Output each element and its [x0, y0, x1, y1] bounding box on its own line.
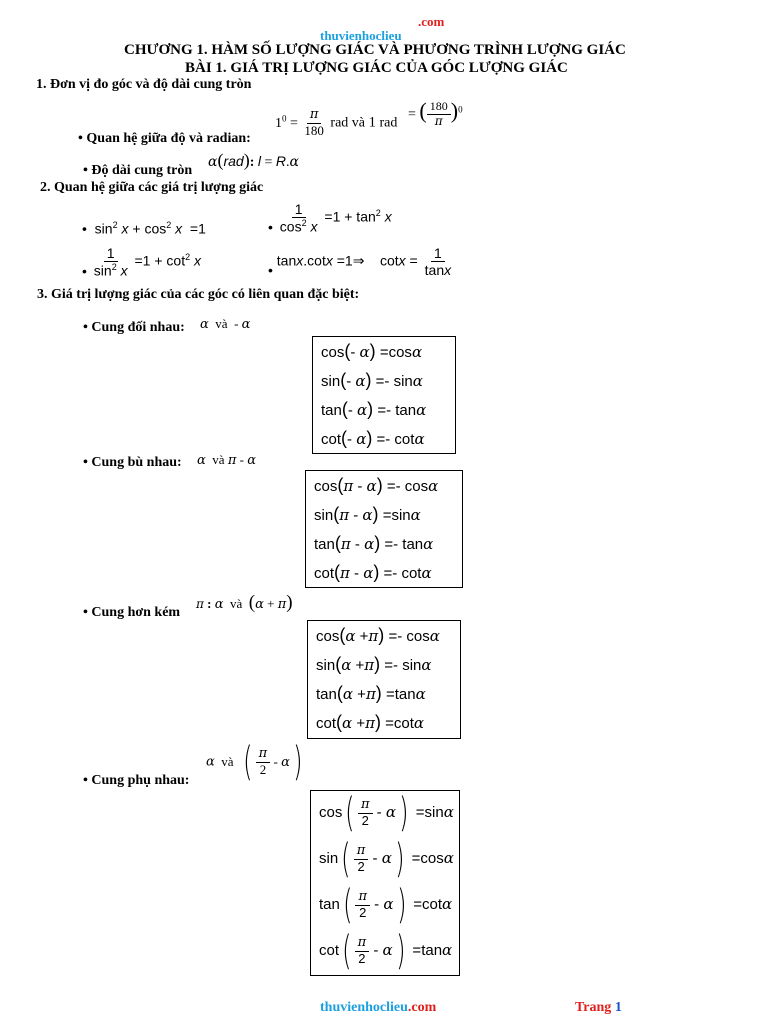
rad-to-degree-formula: = ( $\frac{180}{\pi}$ )$^0$ — [408, 98, 463, 129]
footer-site-suffix: .com — [407, 1000, 437, 1015]
page-number — [575, 1000, 622, 1016]
rad-unit-1: rad — [330, 115, 349, 131]
chapter-title: CHƯƠNG 1. HÀM SỐ LƯỢNG GIÁC VÀ PHƯƠNG TRÌNH LƯỢNG GIÁC — [124, 42, 626, 58]
opposite-angles-box: cos(- α) =cosα sin(- α) =- sinα tan(- α) =- tanα cot(- α) =- cotα — [312, 336, 456, 454]
opposite-angles-label: • Cung đối nhau: — [83, 320, 185, 335]
supplementary-angles-pair: α và π - α — [197, 452, 256, 468]
page-num: 1 — [614, 1000, 622, 1015]
sec-identity: • $\frac{1}{\cos^2 x}$ $=1 + \tan^2 x$ — [268, 201, 392, 235]
header-site-name: thuvienhoclieu — [320, 28, 402, 43]
tan-cot-identity: • tanx.cotx =1⇒ cotx = $\frac{1}{\tan x}$ — [268, 245, 452, 279]
section-2-heading: 2. Quan hệ giữa các giá trị lượng giác — [40, 180, 264, 195]
lesson-title: BÀI 1. GIÁ TRỊ LƯỢNG GIÁC CỦA GÓC LƯỢNG GIÁC — [185, 60, 568, 76]
complementary-angles-box: cos( $\frac{\pi}{2}$ - α) =sinα sin( $\frac{\pi}{2}$ - α) =cosα tan( $\frac{\pi}{2}$ - α) =cotα cot( $\frac{\pi}{2}$ - α) =tanα — [310, 790, 460, 976]
and-word-c4: và — [221, 754, 234, 769]
section-3-heading: 3. Giá trị lượng giác của các góc có liên quan đặc biệt: — [37, 287, 360, 302]
pi-difference-box: cos(α +π) =- cosα sin(α +π) =- sinα tan(α +π) =tanα cot(α +π) =cotα — [307, 620, 461, 739]
pi-difference-pair: π : α và (α + π) — [196, 592, 293, 613]
complementary-angles-pair: α và ( $\frac{\pi}{2}$ - α) — [206, 739, 303, 785]
supplementary-angles-box: cos(π - α) =- cosα sin(π - α) =sinα tan(π - α) =- tanα cot(π - α) =- cotα — [305, 470, 463, 588]
section-1-heading: 1. Đơn vị đo góc và độ dài cung tròn — [36, 77, 252, 92]
and-word-c2: và — [212, 452, 225, 467]
footer-site[interactable] — [320, 1000, 436, 1016]
and-word-c1: và — [215, 316, 228, 331]
supplementary-angles-label: • Cung bù nhau: — [83, 455, 182, 470]
rad-unit-2: rad — [379, 115, 398, 131]
pythagorean-identity: • $\sin^2 x + \cos^2 x =1$ — [82, 220, 206, 237]
page-label: Trang — [575, 1000, 612, 1015]
and-word-1: và — [351, 115, 366, 131]
header-site-suffix: .com — [418, 14, 445, 29]
pi-difference-label-text: • Cung hơn kém — [83, 605, 181, 620]
degree-radian-label: • Quan hệ giữa độ và radian: — [78, 131, 251, 146]
csc-identity: • $\frac{1}{\sin^2 x}$ $=1 + \cot^2 x$ — [82, 245, 201, 279]
arc-length-label: • Độ dài cung tròn — [83, 163, 193, 178]
complementary-angles-label: • Cung phụ nhau: — [83, 773, 190, 788]
pi-difference-label — [83, 605, 180, 621]
arc-length-formula: α(rad): l = R.α — [208, 150, 299, 170]
and-word-c3: và — [230, 596, 243, 611]
degree-radian-formula: $1^0$ = $\frac{\pi}{180}$ rad và 1 rad — [275, 107, 398, 138]
opposite-angles-pair: α và - α — [200, 316, 251, 332]
footer-site-name: thuvienhoclieu — [320, 1000, 408, 1015]
